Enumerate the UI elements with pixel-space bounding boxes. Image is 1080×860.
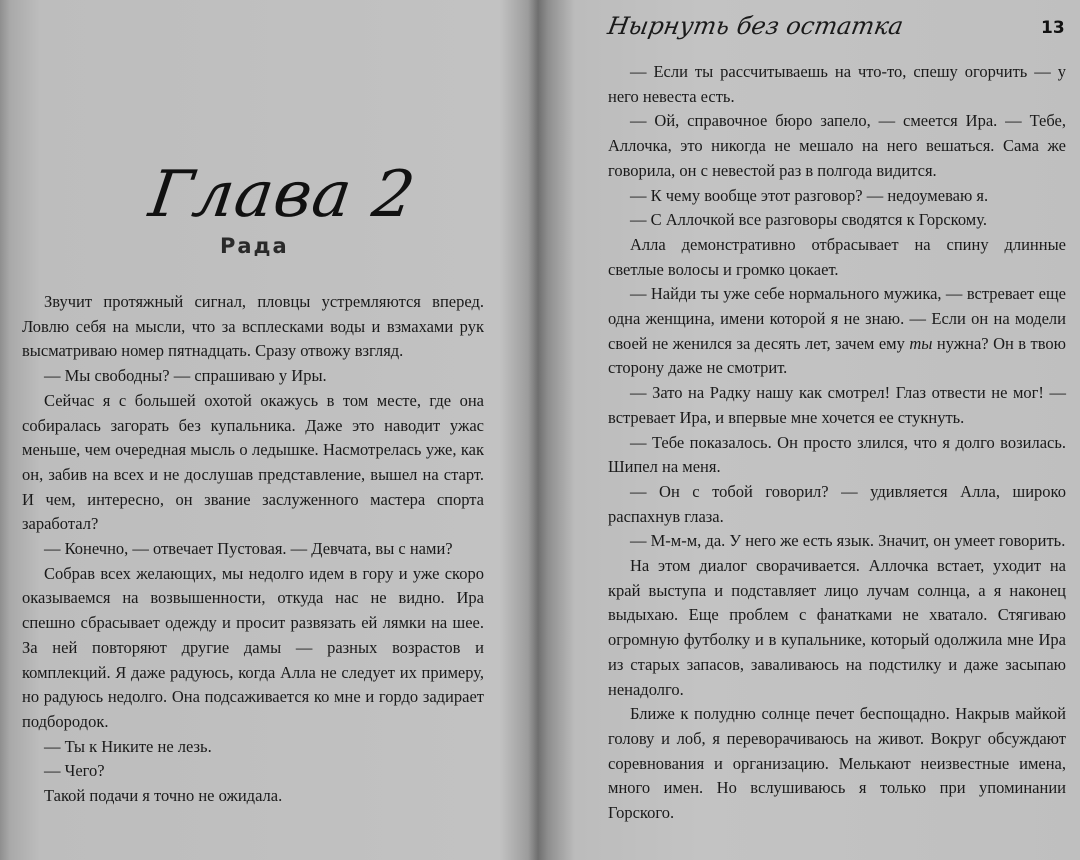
left-page-text — [22, 290, 484, 809]
page-number: 13 — [1041, 18, 1065, 38]
paragraph: Ближе к полудню солнце печет беспощадно. Накрыв майкой голову и лоб, я переворачиваюсь на живот. Вокруг обсуждают соревнования и организацию. Мелькают неизвестные имена, много имен. Но вслушиваюсь я только при упоминании Горского. — [608, 704, 1066, 823]
paragraph: — М-м-м, да. У него же есть язык. Значит, он умеет говорить. — [630, 531, 1066, 551]
paragraph-part: нужна? Он в твою сторону даже не смотрит. — [608, 333, 1067, 378]
paragraph: — Он с тобой говорил? — удивляется Алла, широко распахнув глаза. — [608, 481, 1066, 526]
left-page — [0, 0, 535, 860]
paragraph: — Если ты рассчитываешь на что-то, спешу огорчить — у него невеста есть. — [608, 62, 1066, 106]
paragraph: — Зато на Радку нашу как смотрел! Глаз отвести не мог! — встревает Ира, и впервые мне хочется ее стукнуть. — [608, 383, 1066, 427]
paragraph: — Мы свободны? — спрашиваю у Иры. — [44, 366, 327, 386]
paragraph: — Конечно, — отвечает Пустовая. — Девчата, вы с нами? — [44, 539, 453, 559]
paragraph: На этом диалог сворачивается. Аллочка встает, уходит на край выступа и подставляет лицо лучам солнца, а я наконец выдыхаю. Еще проблем с фанатками не хватало. Стягиваю огромную футболку и в купальнике, который одолжила мне Ира из старых запасов, заваливаюсь на подстилку и даже засыпаю ненадолго. — [608, 556, 1066, 699]
paragraph: — Чего? — [44, 761, 105, 781]
paragraph — [608, 282, 1066, 381]
paragraph: Алла демонстративно отбрасывает на спину длинные светлые волосы и громко цокает. — [608, 234, 1066, 279]
paragraph: Собрав всех желающих, мы недолго идем в гору и уже скоро оказываемся на возвышенности, откуда нас не видно. Ира спешно сбрасывает одежду и просит развязать ей лямки на шее. За ней повторяют другие дамы — разных возрастов и комплекций. Я даже радуюсь, когда Алла не следует их примеру, но радуюсь недолго. Она подсаживается ко мне и гордо задирает подбородок. — [22, 563, 484, 731]
paragraph-part: — Найди ты уже себе нормального мужика, — встревает еще одна женщина, имени которой я не знаю. — Если он на модели своей не женился за десять лет, зачем ему — [608, 284, 1066, 353]
paragraph: Такой подачи я точно не ожидала. — [44, 786, 283, 806]
emphasis: ты — [909, 333, 933, 353]
paragraph: — Ты к Никите не лезь. — [44, 736, 212, 756]
paragraph: — Ой, справочное бюро запело, — смеется Ира. — Тебе, Аллочка, это никогда не мешало на него вешаться. Сама же говорила, он с невестой раз в полгода видится. — [608, 111, 1066, 180]
paragraph: — Тебе показалось. Он просто злился, что я долго возилась. Шипел на меня. — [608, 432, 1066, 477]
right-page-text — [608, 60, 1066, 826]
chapter-title: Глава 2 — [144, 158, 420, 232]
right-page — [545, 0, 1080, 860]
running-head: Нырнуть без остатка — [605, 12, 906, 40]
paragraph: — К чему вообще этот разговор? — недоумеваю я. — [630, 185, 989, 205]
chapter-subtitle: Рада — [220, 234, 289, 258]
paragraph: Сейчас я с большей охотой окажусь в том месте, где она собиралась загорать без купальника. Даже это наводит ужас меньше, чем очередная мысль о ледышке. Насмотрелась уже, как он, забив на всех и не дослушав представление, вышел на старт. И чем, интересно, он звание заслуженного мастера спорта заработал? — [22, 390, 484, 534]
paragraph: — С Аллочкой все разговоры сводятся к Горскому. — [630, 210, 987, 230]
paragraph: Звучит протяжный сигнал, пловцы устремляются вперед. Ловлю себя на мысли, что за всплесками воды и взмахами рук высматриваю номер пятнадцать. Сразу отвожу взгляд. — [22, 292, 484, 361]
